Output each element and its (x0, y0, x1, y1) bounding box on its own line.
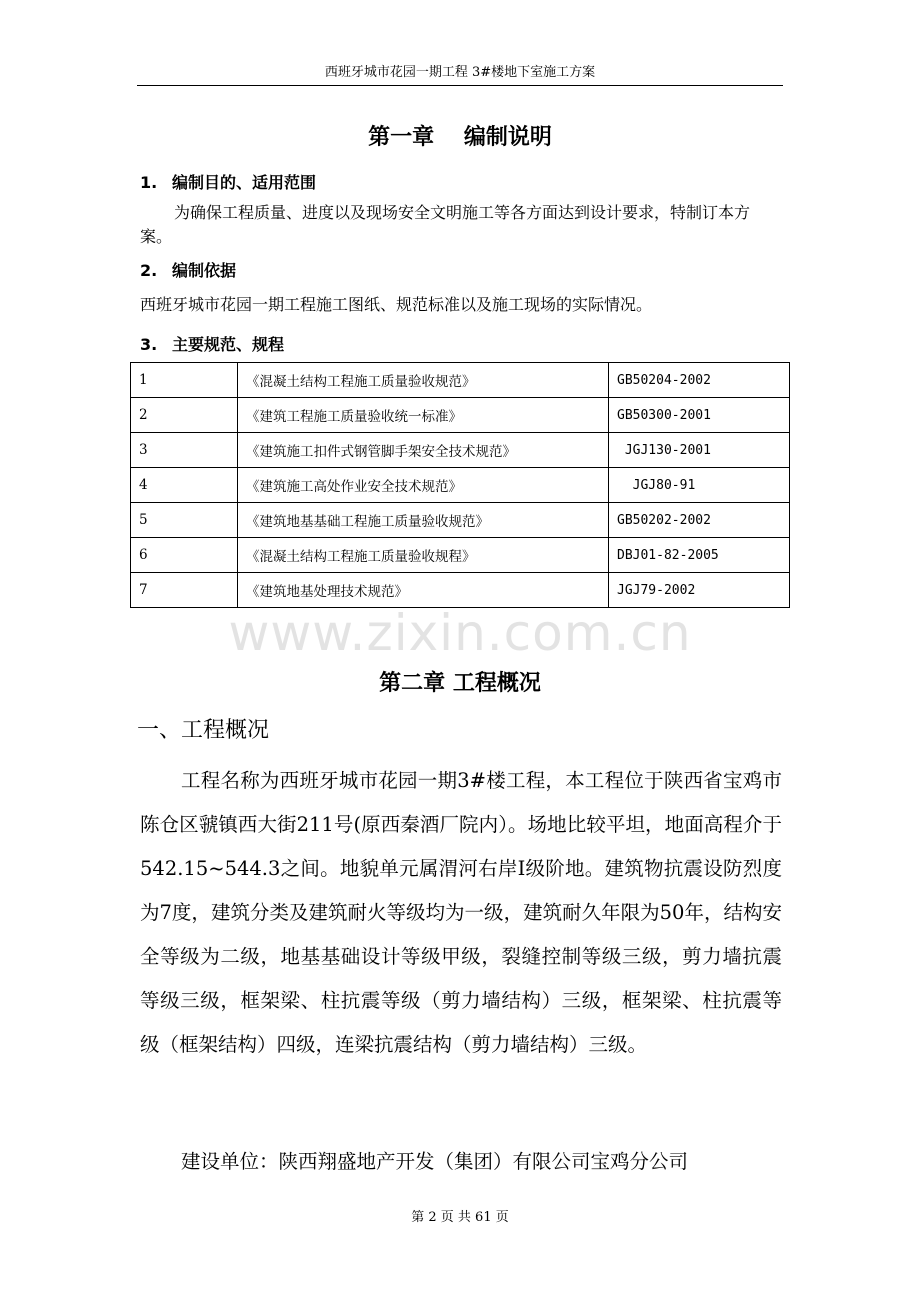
project-overview-text: 工程名称为西班牙城市花园一期3#楼工程，本工程位于陕西省宝鸡市陈仓区虢镇西大街211号(原西秦酒厂院内）。场地比较平坦，地面高程介于542.15~544.3之间。地貌单元属渭河右岸Ⅰ级阶地。建筑物抗震设防烈度为7度，建筑分类及建筑耐火等级均为一级，建筑耐久年限为50年，结构安全等级为二级，地基基础设计等级甲级，裂缝控制等级三级，剪力墙抗震等级三级，框架梁、柱抗震等级（剪力墙结构）三级，框架梁、柱抗震等级（框架结构）四级，连梁抗震结构（剪力墙结构）三级。 (140, 769, 782, 1056)
standard-name: 《建筑地基基础工程施工质量验收规范》 (238, 503, 609, 538)
section-number: 3. (140, 335, 158, 354)
page-header: 西班牙城市花园一期工程 3#楼地下室施工方案 (324, 65, 596, 80)
standard-code: JGJ79-2002 (609, 573, 790, 608)
standard-name: 《建筑地基处理技术规范》 (238, 573, 609, 608)
builder-line: 建设单位：陕西翔盛地产开发（集团）有限公司宝鸡分公司 (181, 1150, 689, 1173)
standard-code: JGJ130-2001 (609, 433, 790, 468)
table-row (131, 573, 790, 608)
row-number: 4 (131, 468, 238, 503)
section-2-text: 西班牙城市花园一期工程施工图纸、规范标准以及施工现场的实际情况。 (140, 295, 653, 314)
row-number: 2 (131, 398, 238, 433)
page-footer: 第 2 页 共 61 页 (411, 1210, 509, 1225)
row-number: 7 (131, 573, 238, 608)
table-row (131, 398, 790, 433)
header-rule (137, 85, 783, 86)
table-row (131, 363, 790, 398)
section-number: 2. (140, 261, 158, 280)
table-row (131, 538, 790, 573)
standard-code: JGJ80-91 (609, 468, 790, 503)
standard-code: GB50202-2002 (609, 503, 790, 538)
row-number: 5 (131, 503, 238, 538)
standard-name: 《混凝土结构工程施工质量验收规范》 (238, 363, 609, 398)
row-number: 6 (131, 538, 238, 573)
standard-code: GB50204-2002 (609, 363, 790, 398)
section-label: 主要规范、规程 (172, 335, 285, 354)
section-label: 编制依据 (172, 261, 237, 280)
subheading: 一、工程概况 (137, 718, 270, 743)
standard-code: DBJ01-82-2005 (609, 538, 790, 573)
chapter-2-title: 第二章 工程概况 (379, 671, 541, 696)
section-number: 1. (140, 173, 158, 192)
standards-table (130, 362, 790, 608)
standard-name: 《建筑施工高处作业安全技术规范》 (238, 468, 609, 503)
watermark: www.zixin.com.cn (228, 604, 692, 662)
standard-name: 《建筑施工扣件式钢管脚手架安全技术规范》 (238, 433, 609, 468)
section-3-title (140, 334, 284, 356)
row-number: 1 (131, 363, 238, 398)
table-row (131, 468, 790, 503)
table-row (131, 503, 790, 538)
table-row (131, 433, 790, 468)
standard-code: GB50300-2001 (609, 398, 790, 433)
row-number: 3 (131, 433, 238, 468)
section-label: 编制目的、适用范围 (172, 173, 317, 192)
section-1-title (140, 172, 316, 194)
section-1-text: 为确保工程质量、进度以及现场安全文明施工等各方面达到设计要求，特制订本方案。 (140, 203, 751, 246)
section-2-title (140, 260, 236, 282)
chapter-1-title: 第一章 编制说明 (368, 125, 552, 150)
standard-name: 《建筑工程施工质量验收统一标准》 (238, 398, 609, 433)
standard-name: 《混凝土结构工程施工质量验收规程》 (238, 538, 609, 573)
